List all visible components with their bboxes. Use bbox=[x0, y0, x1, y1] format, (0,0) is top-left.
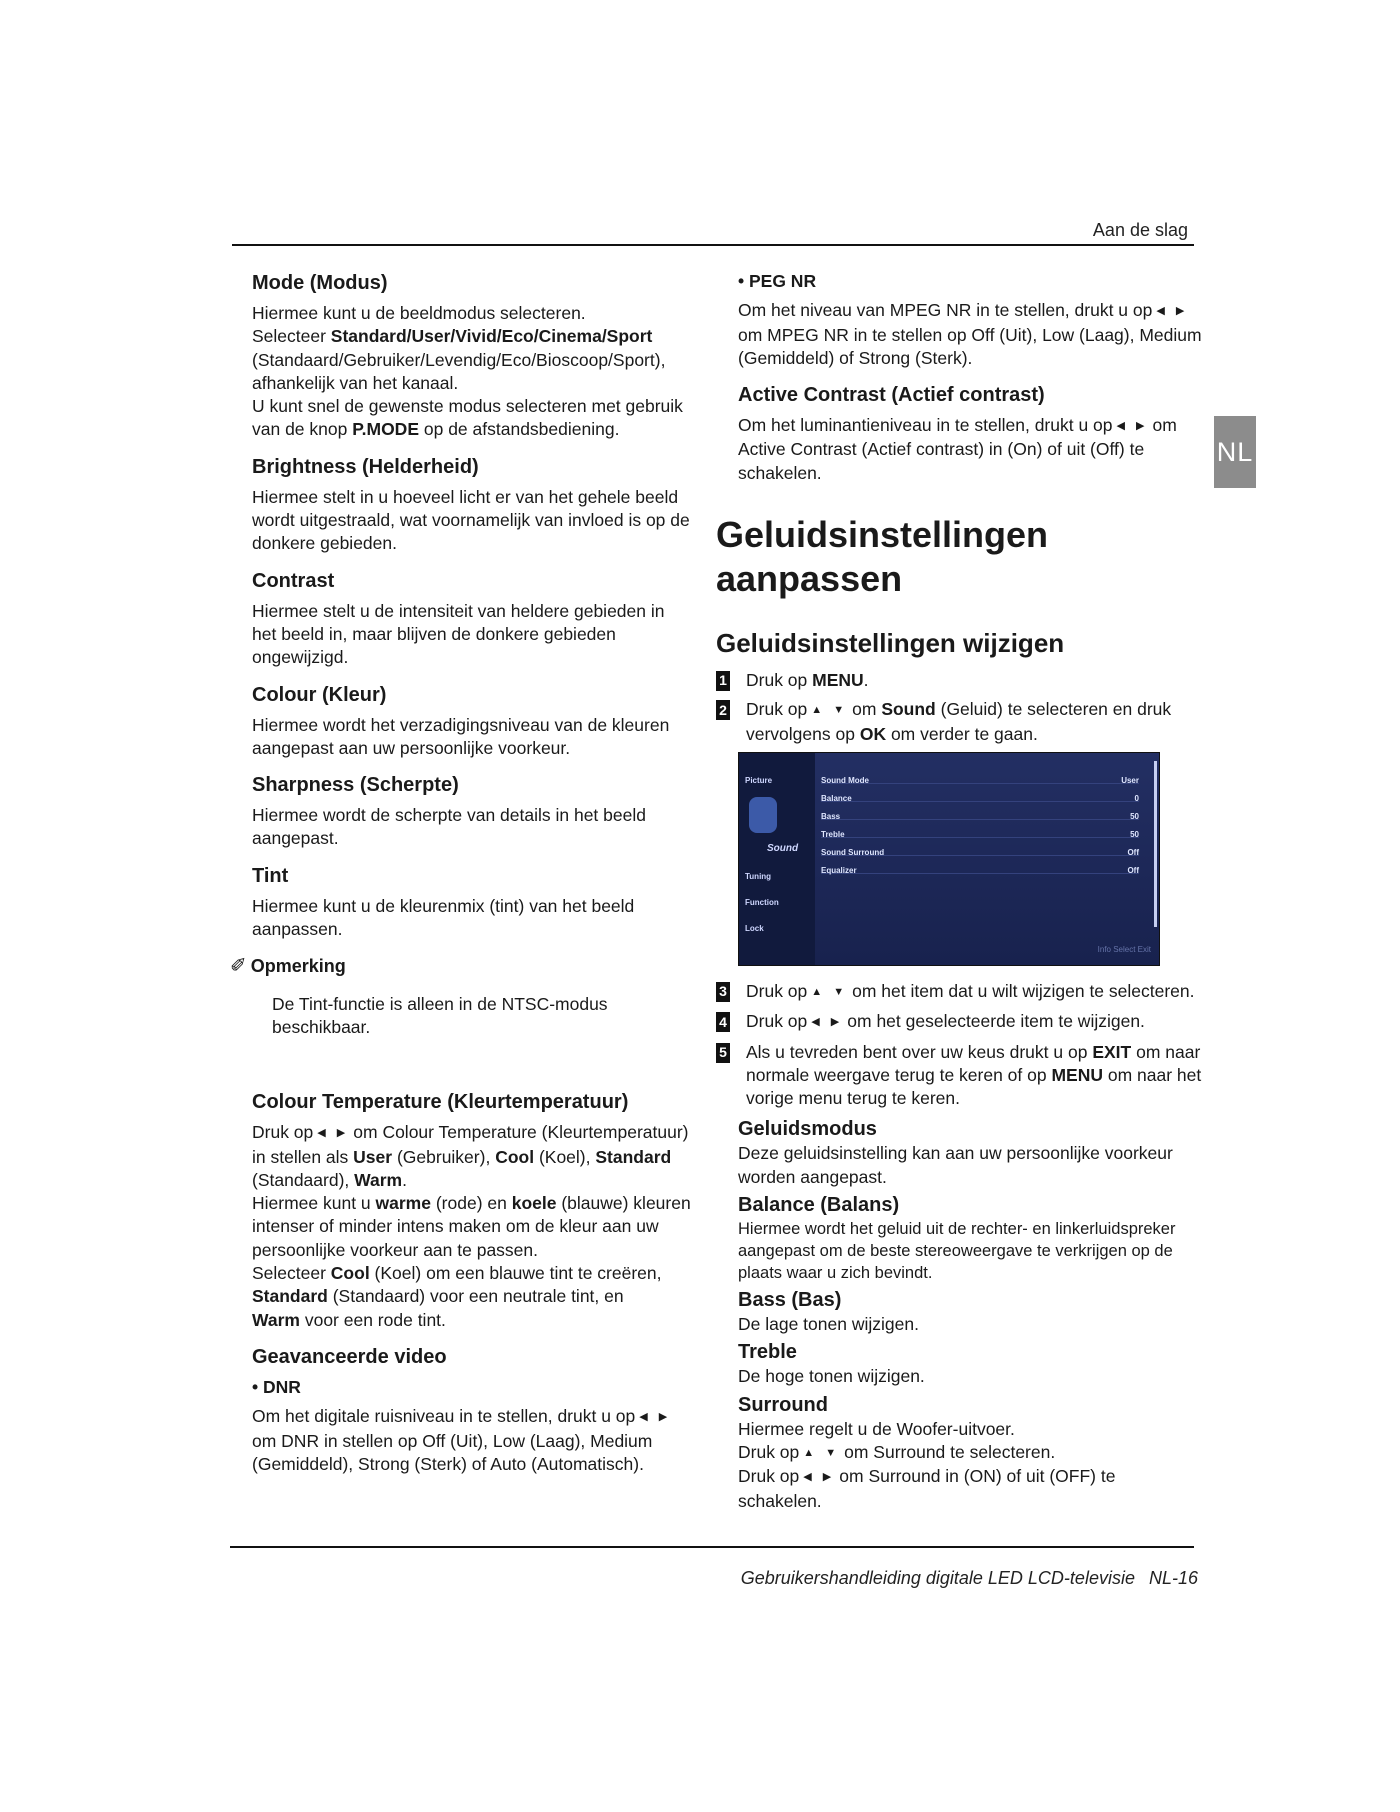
brightness-section bbox=[252, 454, 692, 556]
tint-section bbox=[252, 863, 692, 942]
menu-item-tuning: Tuning bbox=[745, 871, 772, 881]
colour-temperature-heading: Colour Temperature (Kleurtemperatuur) bbox=[252, 1091, 629, 1114]
step-number: 5 bbox=[716, 1043, 730, 1063]
menu-item-lock: Lock bbox=[745, 923, 764, 933]
treble-text: De hoge tonen wijzigen. bbox=[738, 1366, 925, 1387]
menu-scrollbar bbox=[1154, 761, 1157, 927]
balance-section bbox=[738, 1192, 1202, 1284]
balance-heading: Balance (Balans) bbox=[738, 1194, 900, 1217]
up-down-arrows-icon: ▲ ▼ bbox=[811, 704, 849, 717]
language-tab: NL bbox=[1214, 416, 1256, 488]
note-text: De Tint-functie is alleen in de NTSC-modus beschikbaar. bbox=[272, 993, 608, 1037]
active-contrast-section: Active Contrast (Actief contrast) Om het luminantieniveau in te stellen, drukt u op ◀ ▶ om Active Contrast (Actief contrast) in (On) of uit (Off) te schakelen. bbox=[738, 382, 1202, 485]
left-right-arrows-icon: ◀ ▶ bbox=[811, 1016, 844, 1029]
header-rule bbox=[232, 244, 1194, 246]
dnr-label: • DNR bbox=[252, 1376, 301, 1397]
left-right-arrows-icon: ◀ ▶ bbox=[639, 1411, 672, 1424]
step-5: 5 Als u tevreden bent over uw keus drukt u op EXIT om naar normale weergave terug te keren of op MENU om naar het vorige menu terug te keren. bbox=[716, 1041, 1202, 1111]
pencil-icon: ✐ bbox=[230, 955, 247, 978]
step-3: 3 Druk op ▲ ▼ om het item dat u wilt wijzigen te selecteren. bbox=[716, 980, 1202, 1004]
left-right-arrows-icon: ◀ ▶ bbox=[1116, 420, 1149, 433]
bass-text: De lage tonen wijzigen. bbox=[738, 1314, 919, 1335]
footer-title: Gebruikershandleiding digitale LED LCD-televisie bbox=[740, 1568, 1135, 1588]
menu-sidebar bbox=[739, 753, 815, 965]
step-number: 1 bbox=[716, 671, 730, 691]
active-contrast-heading: Active Contrast (Actief contrast) bbox=[738, 384, 1045, 407]
geluidsmodus-section bbox=[738, 1116, 1202, 1189]
brightness-heading: Brightness (Helderheid) bbox=[252, 455, 479, 478]
contrast-section bbox=[252, 568, 692, 670]
header-section-title: Aan de slag bbox=[1092, 220, 1188, 240]
right-column bbox=[716, 270, 1202, 1516]
up-down-arrows-icon: ▲ ▼ bbox=[811, 985, 849, 998]
menu-row: Balance 0 bbox=[821, 785, 1139, 802]
sharpness-section bbox=[252, 772, 692, 851]
step-1: 1 Druk op MENU. bbox=[716, 669, 1202, 692]
peg-nr-label: • PEG NR bbox=[738, 271, 817, 291]
footer-rule bbox=[230, 1546, 1194, 1548]
menu-item-sound: Sound bbox=[767, 842, 799, 854]
menu-item-function: Function bbox=[745, 897, 779, 907]
bass-section bbox=[738, 1287, 1202, 1336]
left-column bbox=[230, 270, 692, 1488]
geluidsmodus-heading: Geluidsmodus bbox=[738, 1118, 877, 1141]
advanced-video-heading: Geavanceerde video bbox=[252, 1345, 447, 1368]
step-number: 2 bbox=[716, 700, 730, 720]
sound-menu-screenshot bbox=[738, 752, 1160, 966]
menu-footer-hints: Info Select Exit bbox=[1097, 944, 1151, 954]
tint-heading: Tint bbox=[252, 864, 289, 887]
peg-nr-section: • PEG NR Om het niveau van MPEG NR in te stellen, drukt u op ◀ ▶om MPEG NR in te stellen op Off (Uit), Low (Laag), Medium (Gemiddeld) of Strong (Sterk). bbox=[738, 271, 1202, 368]
up-down-arrows-icon: ▲ ▼ bbox=[803, 1446, 841, 1459]
left-right-arrows-icon: ◀ ▶ bbox=[803, 1471, 836, 1484]
sharpness-text: Hiermee wordt de scherpte van details in het beeld aangepast. bbox=[252, 805, 646, 849]
step-4: 4 Druk op ◀ ▶ om het geselecteerde item te wijzigen. bbox=[716, 1010, 1202, 1034]
left-right-arrows-icon: ◀ ▶ bbox=[1156, 305, 1189, 318]
page-number: NL-16 bbox=[1148, 1568, 1198, 1588]
colour-text: Hiermee wordt het verzadigingsniveau van de kleuren aangepast aan uw persoonlijke voorkeur. bbox=[252, 714, 670, 758]
advanced-video-section: Geavanceerde video • DNR Om het digitale ruisniveau in te stellen, drukt u op ◀ ▶om DNR in stellen op Off (Uit), Low (Laag), Medium (Gemiddeld), Strong (Sterk) of Auto (Automatisch). bbox=[252, 1344, 692, 1476]
section-heading: Geluidsinstellingen wijzigen bbox=[716, 628, 1065, 659]
contrast-heading: Contrast bbox=[252, 569, 335, 592]
sound-icon bbox=[749, 797, 777, 833]
menu-row: Bass 50 bbox=[821, 803, 1139, 820]
step-number: 4 bbox=[716, 1012, 730, 1032]
menu-row: Equalizer Off bbox=[821, 857, 1139, 874]
colour-temperature-section: Colour Temperature (Kleurtemperatuur) Druk op ◀ ▶ om Colour Temperature (Kleurtemperatuur) in stellen als User (Gebruiker), Cool (Koel), Standard (Standaard), Warm. Hiermee kunt u warme (rode) en koele (blauwe) kleuren intenser of minder intens maken om de kleur aan uw persoonlijke voorkeur aan te passen. Selecteer Cool (Koel) om een blauwe tint te creëren, Standard (Standaard) voor een neutrale tint, en Warm voor een rode tint. bbox=[252, 1091, 691, 1330]
brightness-text: Hiermee stelt in u hoeveel licht er van het gehele beeld wordt uitgestraald, wat voornamelijk van invloed is op de donkere gebieden. bbox=[252, 486, 690, 554]
sharpness-heading: Sharpness (Scherpte) bbox=[252, 774, 459, 797]
mode-line1: Hiermee kunt u de beeldmodus selecteren. bbox=[252, 303, 586, 323]
menu-row: Sound Mode User bbox=[821, 767, 1139, 784]
page-heading: Geluidsinstellingen aanpassen bbox=[716, 514, 1049, 600]
contrast-text: Hiermee stelt u de intensiteit van heldere gebieden in het beeld in, maar blijven de donkere gebieden ongewijzigd. bbox=[252, 600, 665, 668]
step-number: 3 bbox=[716, 982, 730, 1002]
colour-heading: Colour (Kleur) bbox=[252, 683, 387, 706]
treble-section bbox=[738, 1339, 1202, 1388]
step-2: 2 Druk op ▲ ▼ om Sound (Geluid) te selecteren en druk vervolgens op OK om verder te gaan. bbox=[716, 698, 1202, 746]
menu-row: Treble 50 bbox=[821, 821, 1139, 838]
surround-heading: Surround bbox=[738, 1393, 828, 1416]
balance-text: Hiermee wordt het geluid uit de rechter- en linkerluidspreker aangepast om de beste stereoweergave te verkrijgen op de plaats waar u zich bevindt. bbox=[738, 1220, 1176, 1283]
tint-text: Hiermee kunt u de kleurenmix (tint) van het beeld aanpassen. bbox=[252, 895, 635, 940]
note-block bbox=[230, 955, 692, 1039]
mode-section: Mode (Modus) Hiermee kunt u de beeldmodus selecteren. Selecteer Standard/User/Vivid/Eco/Cinema/Sport (Standaard/Gebruiker/Levendig/Eco/Bioscoop/Sport), afhankelijk van het kanaal. U kunt snel de gewenste modus selecteren met gebruik van de knop P.MODE op de afstandsbediening. bbox=[252, 270, 692, 442]
geluidsmodus-text: Deze geluidsinstelling kan aan uw persoonlijke voorkeur worden aangepast. bbox=[738, 1143, 1173, 1187]
menu-row: Sound Surround Off bbox=[821, 839, 1139, 856]
surround-section: Surround Hiermee regelt u de Woofer-uitvoer. Druk op ▲ ▼ om Surround te selecteren. Druk op ◀ ▶ om Surround in (ON) of uit (OFF) te schakelen. bbox=[738, 1392, 1202, 1513]
bass-heading: Bass (Bas) bbox=[738, 1289, 842, 1312]
colour-section bbox=[252, 682, 692, 761]
footer bbox=[741, 1568, 1198, 1589]
mode-heading: Mode (Modus) bbox=[252, 272, 388, 294]
left-right-arrows-icon: ◀ ▶ bbox=[317, 1127, 350, 1140]
note-title: Opmerking bbox=[250, 956, 346, 977]
treble-heading: Treble bbox=[738, 1341, 797, 1364]
menu-item-picture: Picture bbox=[745, 775, 773, 785]
